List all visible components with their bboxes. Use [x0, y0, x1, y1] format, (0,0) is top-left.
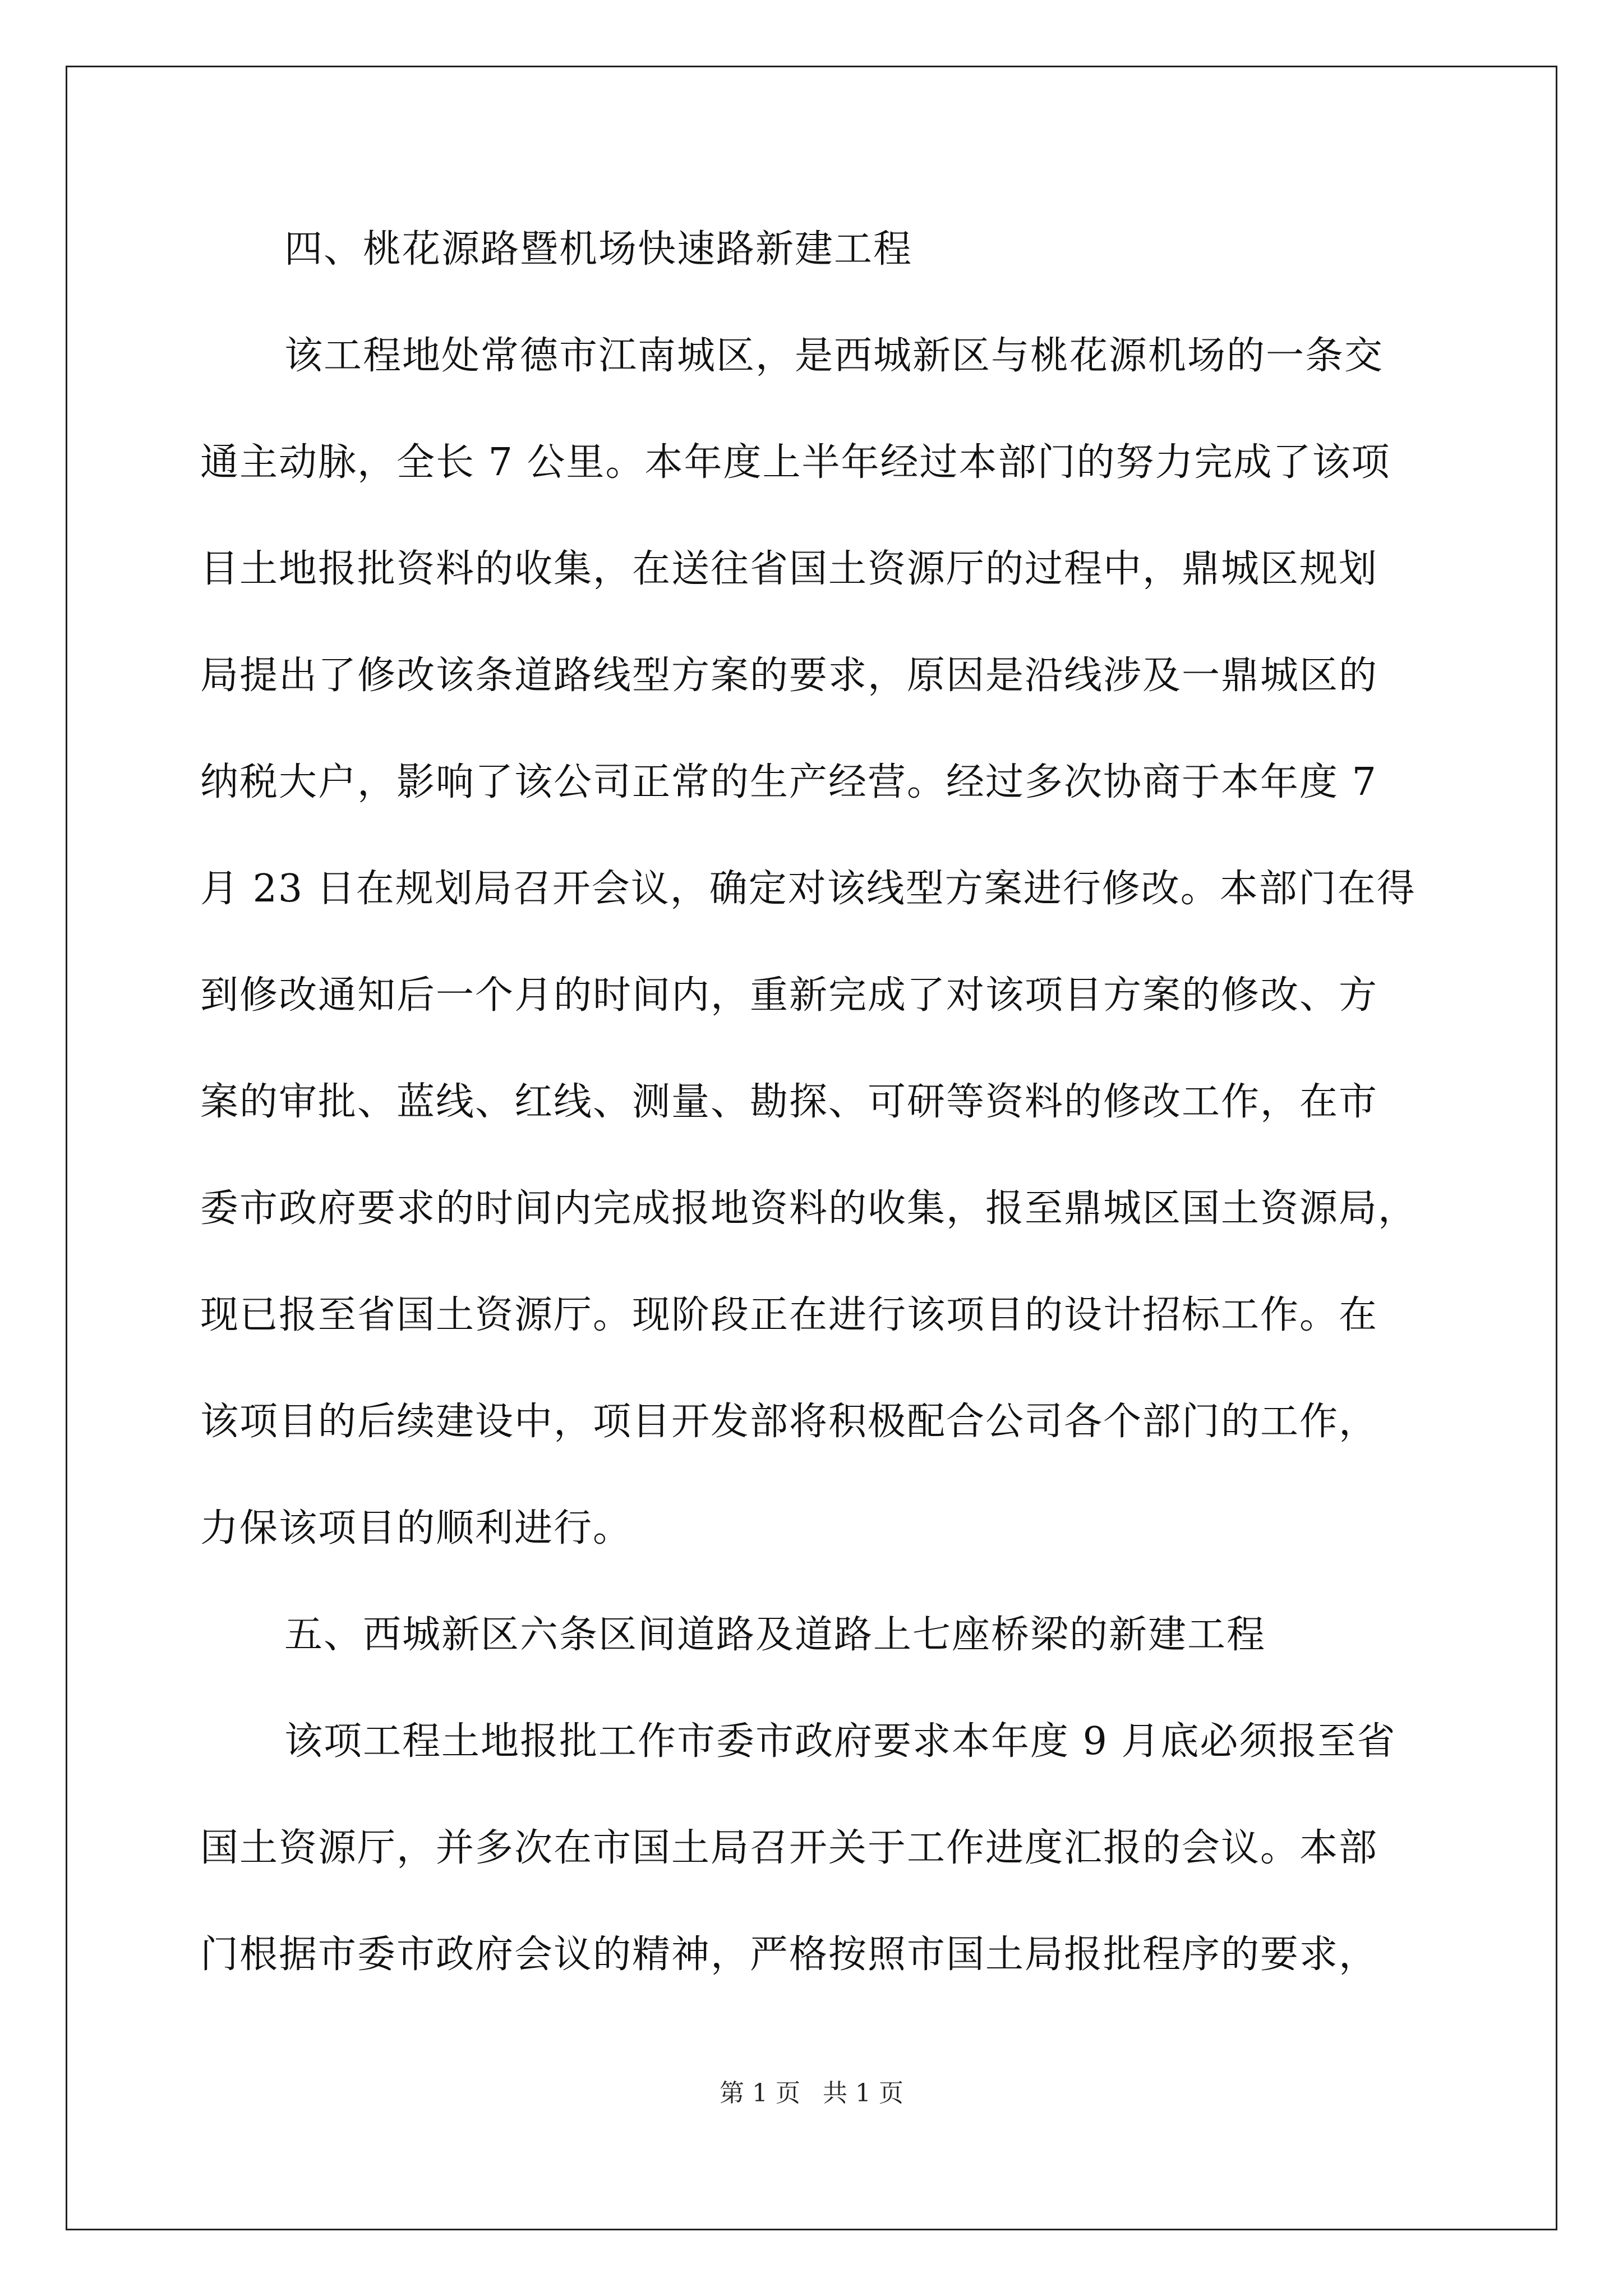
page-total: 共 1 页 [823, 2079, 903, 2108]
paragraph-line: 门根据市委市政府会议的精神，严格按照市国土局报批程序的要求， [200, 1932, 1378, 1977]
paragraph-line: 委市政府要求的时间内完成报地资料的收集，报至鼎城区国土资源局， [200, 1186, 1418, 1231]
paragraph-line: 目土地报批资料的收集，在送往省国土资源厅的过程中，鼎城区规划 [200, 547, 1378, 591]
page-number: 第 1 页 [720, 2079, 800, 2108]
page-footer [0, 2073, 1623, 2109]
paragraph-line: 现已报至省国土资源厅。现阶段正在进行该项目的设计招标工作。在 [200, 1293, 1378, 1337]
paragraph-line: 该项工程土地报批工作市委市政府要求本年度 9 月底必须报至省 [284, 1719, 1396, 1764]
paragraph-line: 力保该项目的顺利进行。 [200, 1506, 633, 1550]
document-body [200, 208, 1473, 2019]
section-heading-5: 五、西城新区六条区间道路及道路上七座桥梁的新建工程 [284, 1613, 1266, 1657]
paragraph-line: 通主动脉，全长 7 公里。本年度上半年经过本部门的努力完成了该项 [200, 440, 1391, 485]
paragraph-line: 该工程地处常德市江南城区，是西城新区与桃花源机场的一条交 [284, 334, 1384, 378]
paragraph-line: 局提出了修改该条道路线型方案的要求，原因是沿线涉及一鼎城区的 [200, 654, 1378, 698]
paragraph-line: 纳税大户，影响了该公司正常的生产经营。经过多次协商于本年度 7 [200, 760, 1377, 804]
section-heading-4: 四、桃花源路暨机场快速路新建工程 [284, 227, 913, 272]
paragraph-line: 到修改通知后一个月的时间内，重新完成了对该项目方案的修改、方 [200, 973, 1378, 1018]
paragraph-line: 该项目的后续建设中，项目开发部将积极配合公司各个部门的工作， [200, 1400, 1378, 1444]
paragraph-line: 案的审批、蓝线、红线、测量、勘探、可研等资料的修改工作，在市 [200, 1080, 1378, 1124]
paragraph-line: 国土资源厅，并多次在市国土局召开关于工作进度汇报的会议。本部 [200, 1826, 1378, 1870]
paragraph-line: 月 23 日在规划局召开会议，确定对该线型方案进行修改。本部门在得 [200, 867, 1416, 911]
